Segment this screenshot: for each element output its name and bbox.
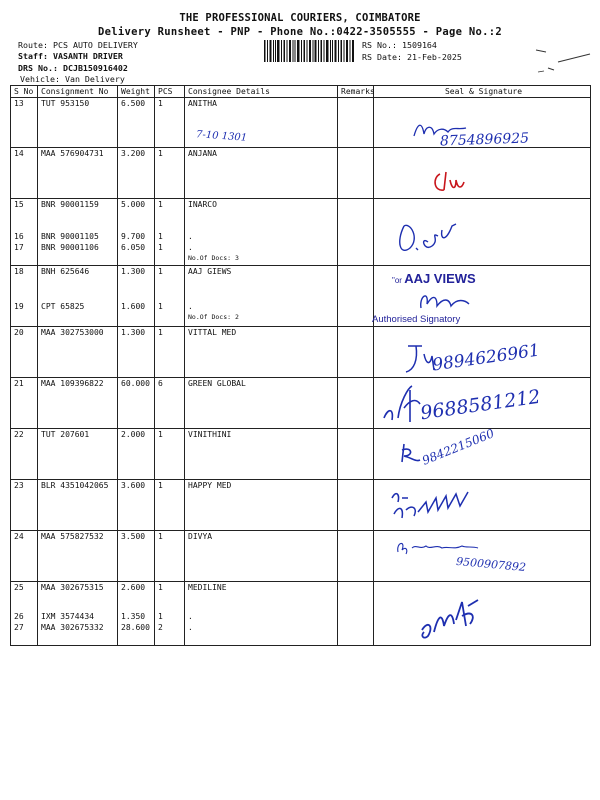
docs-count: No.Of Docs: 3	[188, 254, 239, 262]
staff-label: Staff: VASANTH DRIVER	[18, 51, 123, 61]
table-row: 24 MAA 575827532 3.500 1 DIVYA	[11, 531, 591, 582]
rs-date: RS Date: 21-Feb-2025	[362, 52, 462, 62]
table-row: 22 TUT 207601 2.000 1 VINITHINI	[11, 429, 591, 480]
col-weight: Weight	[118, 86, 155, 98]
table-row: 20 MAA 302753000 1.300 1 VITTAL MED	[11, 327, 591, 378]
col-consignment: Consignment No	[38, 86, 118, 98]
stamp-role: Authorised Signatory	[372, 314, 461, 325]
signature-divya	[392, 536, 482, 558]
col-sno: S No	[11, 86, 38, 98]
col-pcs: PCS	[155, 86, 185, 98]
signature-inarco	[390, 212, 470, 262]
handwritten-phone: 8754896925	[439, 130, 530, 150]
col-remarks: Remarks	[338, 86, 374, 98]
table-row: 15 16 17 BNR 90001159 BNR 90001105 BNR 90001106 5.000 9.700 6.050 1 1 1 INARCO . . No.Of Docs: 3	[11, 199, 591, 266]
docs-count: No.Of Docs: 2	[188, 313, 239, 321]
table-row: 18 19 BNH 625646 CPT 65825 1.300 1.600 1 1 AAJ GIEWS . No.Of Docs: 2	[11, 266, 591, 327]
table-row: 23 BLR 4351042065 3.600 1 HAPPY MED	[11, 480, 591, 531]
company-title: THE PROFESSIONAL COURIERS, COIMBATORE	[179, 12, 421, 24]
vehicle-label: Vehicle: Van Delivery	[20, 74, 125, 84]
stamp-company: "or AAJ VIEWS	[392, 271, 476, 286]
table-row: 25 26 27 MAA 302675315 IXM 3574434 MAA 302675332 2.600 1.350 28.600 1 1 2 MEDILINE . .	[11, 582, 591, 646]
handwritten-phone: 9894626961	[431, 340, 542, 376]
barcode	[264, 40, 354, 62]
handwritten-phone: 9500907892	[455, 554, 527, 575]
signature-mediline	[418, 596, 488, 644]
col-consignee: Consignee Details	[185, 86, 338, 98]
table-row: 14 MAA 576904731 3.200 1 ANJANA	[11, 148, 591, 199]
signature-anjana	[430, 168, 470, 196]
handwritten-phone: 9842215060	[420, 426, 497, 468]
drs-number: DRS No.: DCJB150916402	[18, 63, 128, 73]
signature-happy-med	[388, 484, 478, 524]
pen-marks	[528, 40, 598, 80]
route-label: Route: PCS AUTO DELIVERY	[18, 40, 138, 50]
signature-aaj-views	[415, 286, 475, 314]
table-header-row	[11, 86, 591, 98]
table-row: 21 MAA 109396822 60.000 6 GREEN GLOBAL	[11, 378, 591, 429]
rs-number: RS No.: 1509164	[362, 40, 437, 50]
handwritten-time: 7-10 1301	[195, 129, 248, 144]
runsheet-title: Delivery Runsheet - PNP - Phone No.:0422-3505555 - Page No.:2	[98, 26, 502, 38]
table-row: 13 TUT 953150 6.500 1 ANITHA	[11, 98, 591, 148]
handwritten-phone: 9688581212	[419, 385, 542, 425]
col-signature: Seal & Signature	[374, 86, 591, 98]
